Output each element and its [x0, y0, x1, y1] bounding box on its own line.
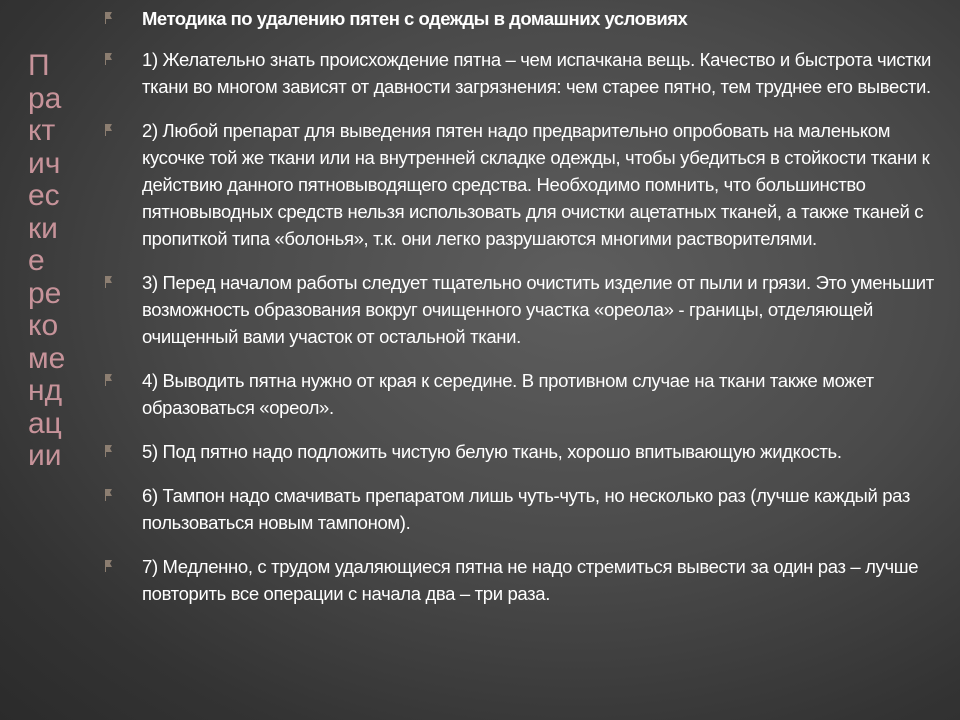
bullet-icon [104, 444, 114, 458]
title-fragment: ра [28, 81, 62, 115]
title-fragment: ес [28, 179, 60, 212]
title-fragment: кт [28, 114, 56, 147]
title-fragment: ии [28, 439, 62, 472]
bullet-icon [104, 373, 114, 387]
title-fragment: е [28, 244, 45, 277]
title-fragment: ко [28, 309, 59, 342]
item-text: 3) Перед началом работы следует тщательно очистить изделие от пыли и грязи. Это уменьшит возможность образования вокруг очищенного участка «ореола» - границы, отделяющей очищенный вами участок от остальной ткани. [142, 272, 934, 347]
list-item [100, 553, 950, 607]
list-item-heading [100, 5, 950, 32]
bullet-icon [104, 559, 114, 573]
list-item [100, 269, 950, 350]
bullet-icon [104, 123, 114, 137]
title-fragment: ац [28, 406, 62, 440]
item-text: 7) Медленно, с трудом удаляющиеся пятна не надо стремиться вывести за один раз – лучше повторить все операции с начала два – три раза. [142, 556, 919, 604]
bullet-icon [104, 488, 114, 502]
list-item [100, 117, 950, 252]
title-fragment: нд [28, 374, 63, 407]
title-fragment: ре [28, 276, 62, 310]
item-text: 2) Любой препарат для выведения пятен надо предварительно опробовать на маленьком кусочке той же ткани или на внутренней складке одежды, чтобы убедиться в стойкости ткани к действию данного пятновыводящего средства. Необходимо помнить, что большинство пятновыводных средств нельзя использовать для очистки ацетатных тканей, а также тканей с пропиткой типа «болонья», т.к. они легко разрушаются многими растворителями. [142, 120, 930, 249]
slide-title [28, 50, 76, 473]
item-text: 6) Тампон надо смачивать препаратом лишь чуть-чуть, но несколько раз (лучше каждый раз пользоваться новым тампоном). [142, 485, 911, 533]
item-text: 4) Выводить пятна нужно от края к середине. В противном случае на ткани также может образоваться «ореол». [142, 370, 874, 418]
item-text: 5) Под пятно надо подложить чистую белую ткань, хорошо впитывающую жидкость. [142, 441, 842, 462]
list-item [100, 438, 950, 465]
item-text: 1) Желательно знать происхождение пятна – чем испачкана вещь. Качество и быстрота чистки ткани во многом зависят от давности загрязнения: чем старее пятно, тем труднее его вывести. [142, 49, 932, 97]
bullet-icon [104, 52, 114, 66]
title-fragment: П [28, 49, 50, 82]
list-item [100, 482, 950, 536]
title-fragment: ки [28, 211, 58, 245]
title-fragment: ич [28, 146, 61, 180]
bullet-icon [104, 275, 114, 289]
bullet-icon [104, 11, 114, 25]
bullet-list [100, 5, 950, 624]
heading-text: Методика по удалению пятен с одежды в домашних условиях [142, 8, 688, 29]
title-fragment: ме [28, 341, 66, 375]
list-item [100, 367, 950, 421]
list-item [100, 46, 950, 100]
